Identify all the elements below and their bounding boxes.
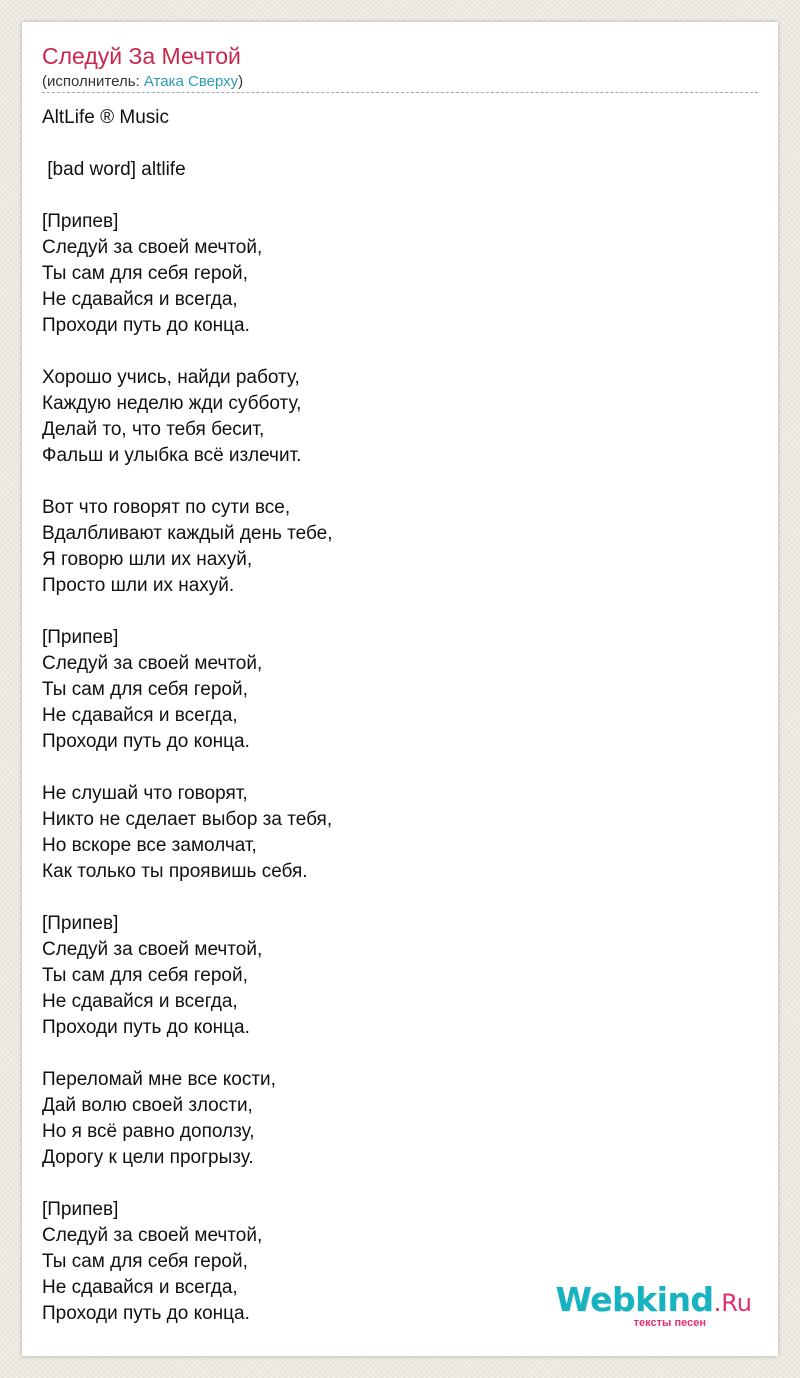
- stanza-gap: [42, 755, 742, 781]
- lyric-line: Дай волю своей злости,: [42, 1095, 253, 1116]
- lyric-line: Не сдавайся и всегда,: [42, 991, 238, 1012]
- lyric-line: [Припев]: [42, 913, 119, 934]
- lyric-line: Фальш и улыбка всё излечит.: [42, 445, 302, 466]
- stanza-gap: [42, 469, 742, 495]
- stanza-gap: [42, 131, 742, 157]
- lyric-line: Никто не сделает выбор за тебя,: [42, 809, 333, 830]
- lyric-line: Переломай мне все кости,: [42, 1069, 276, 1090]
- artist-prefix: (исполнитель:: [42, 73, 144, 90]
- lyrics-card: [22, 22, 778, 1356]
- artist-suffix: ): [238, 73, 244, 90]
- lyric-line: Я говорю шли их нахуй,: [42, 549, 253, 570]
- lyric-line: Как только ты проявишь себя.: [42, 861, 308, 882]
- lyric-line: Не сдавайся и всегда,: [42, 705, 238, 726]
- stanza-gap: [42, 1041, 742, 1067]
- lyric-line: Проходи путь до конца.: [42, 1017, 250, 1038]
- title-divider: [42, 92, 758, 93]
- stanza-gap: [42, 1171, 742, 1197]
- stanza-gap: [42, 599, 742, 625]
- lyric-line: Но я всё равно доползу,: [42, 1121, 255, 1142]
- lyric-line: Следуй за своей мечтой,: [42, 1225, 263, 1246]
- lyric-line: Следуй за своей мечтой,: [42, 653, 263, 674]
- logo-wordmark: [555, 1281, 752, 1322]
- stanza-gap: [42, 339, 742, 365]
- lyric-line: Не сдавайся и всегда,: [42, 1277, 238, 1298]
- lyric-line: Вот что говорят по сути все,: [42, 497, 291, 518]
- lyric-line: Ты сам для себя герой,: [42, 679, 248, 700]
- lyric-line: [Припев]: [42, 627, 119, 648]
- webkind-logo[interactable]: [552, 1281, 752, 1333]
- song-title: Следуй За Мечтой: [42, 43, 241, 69]
- lyric-line: [bad word] altlife: [42, 159, 186, 180]
- lyric-line: Следуй за своей мечтой,: [42, 939, 263, 960]
- logo-tagline: тексты песен: [633, 1317, 706, 1329]
- lyric-line: Ты сам для себя герой,: [42, 1251, 248, 1272]
- lyric-line: Ты сам для себя герой,: [42, 263, 248, 284]
- lyric-line: AltLife ® Music: [42, 107, 169, 128]
- lyric-line: Проходи путь до конца.: [42, 1303, 250, 1324]
- logo-tld: .Ru: [713, 1289, 752, 1317]
- lyric-line: Каждую неделю жди субботу,: [42, 393, 302, 414]
- lyric-line: Следуй за своей мечтой,: [42, 237, 263, 258]
- lyric-line: [Припев]: [42, 211, 119, 232]
- lyric-line: Проходи путь до конца.: [42, 315, 250, 336]
- lyric-line: Вдалбливают каждый день тебе,: [42, 523, 333, 544]
- stanza-gap: [42, 183, 742, 209]
- lyric-line: Просто шли их нахуй.: [42, 575, 235, 596]
- lyric-line: Не слушай что говорят,: [42, 783, 248, 804]
- lyric-line: Ты сам для себя герой,: [42, 965, 248, 986]
- artist-link[interactable]: Атака Сверху: [143, 73, 239, 90]
- lyric-line: Дорогу к цели прогрызу.: [42, 1147, 254, 1168]
- lyrics-body: [42, 105, 742, 1327]
- lyric-line: Хорошо учись, найди работу,: [42, 367, 300, 388]
- lyric-line: Но вскоре все замолчат,: [42, 835, 257, 856]
- artist-line: [42, 73, 243, 91]
- lyric-line: Не сдавайся и всегда,: [42, 289, 238, 310]
- lyric-line: Проходи путь до конца.: [42, 731, 250, 752]
- lyric-line: Делай то, что тебя бесит,: [42, 419, 265, 440]
- logo-name: Webkind: [555, 1280, 714, 1319]
- stanza-gap: [42, 885, 742, 911]
- lyric-line: [Припев]: [42, 1199, 119, 1220]
